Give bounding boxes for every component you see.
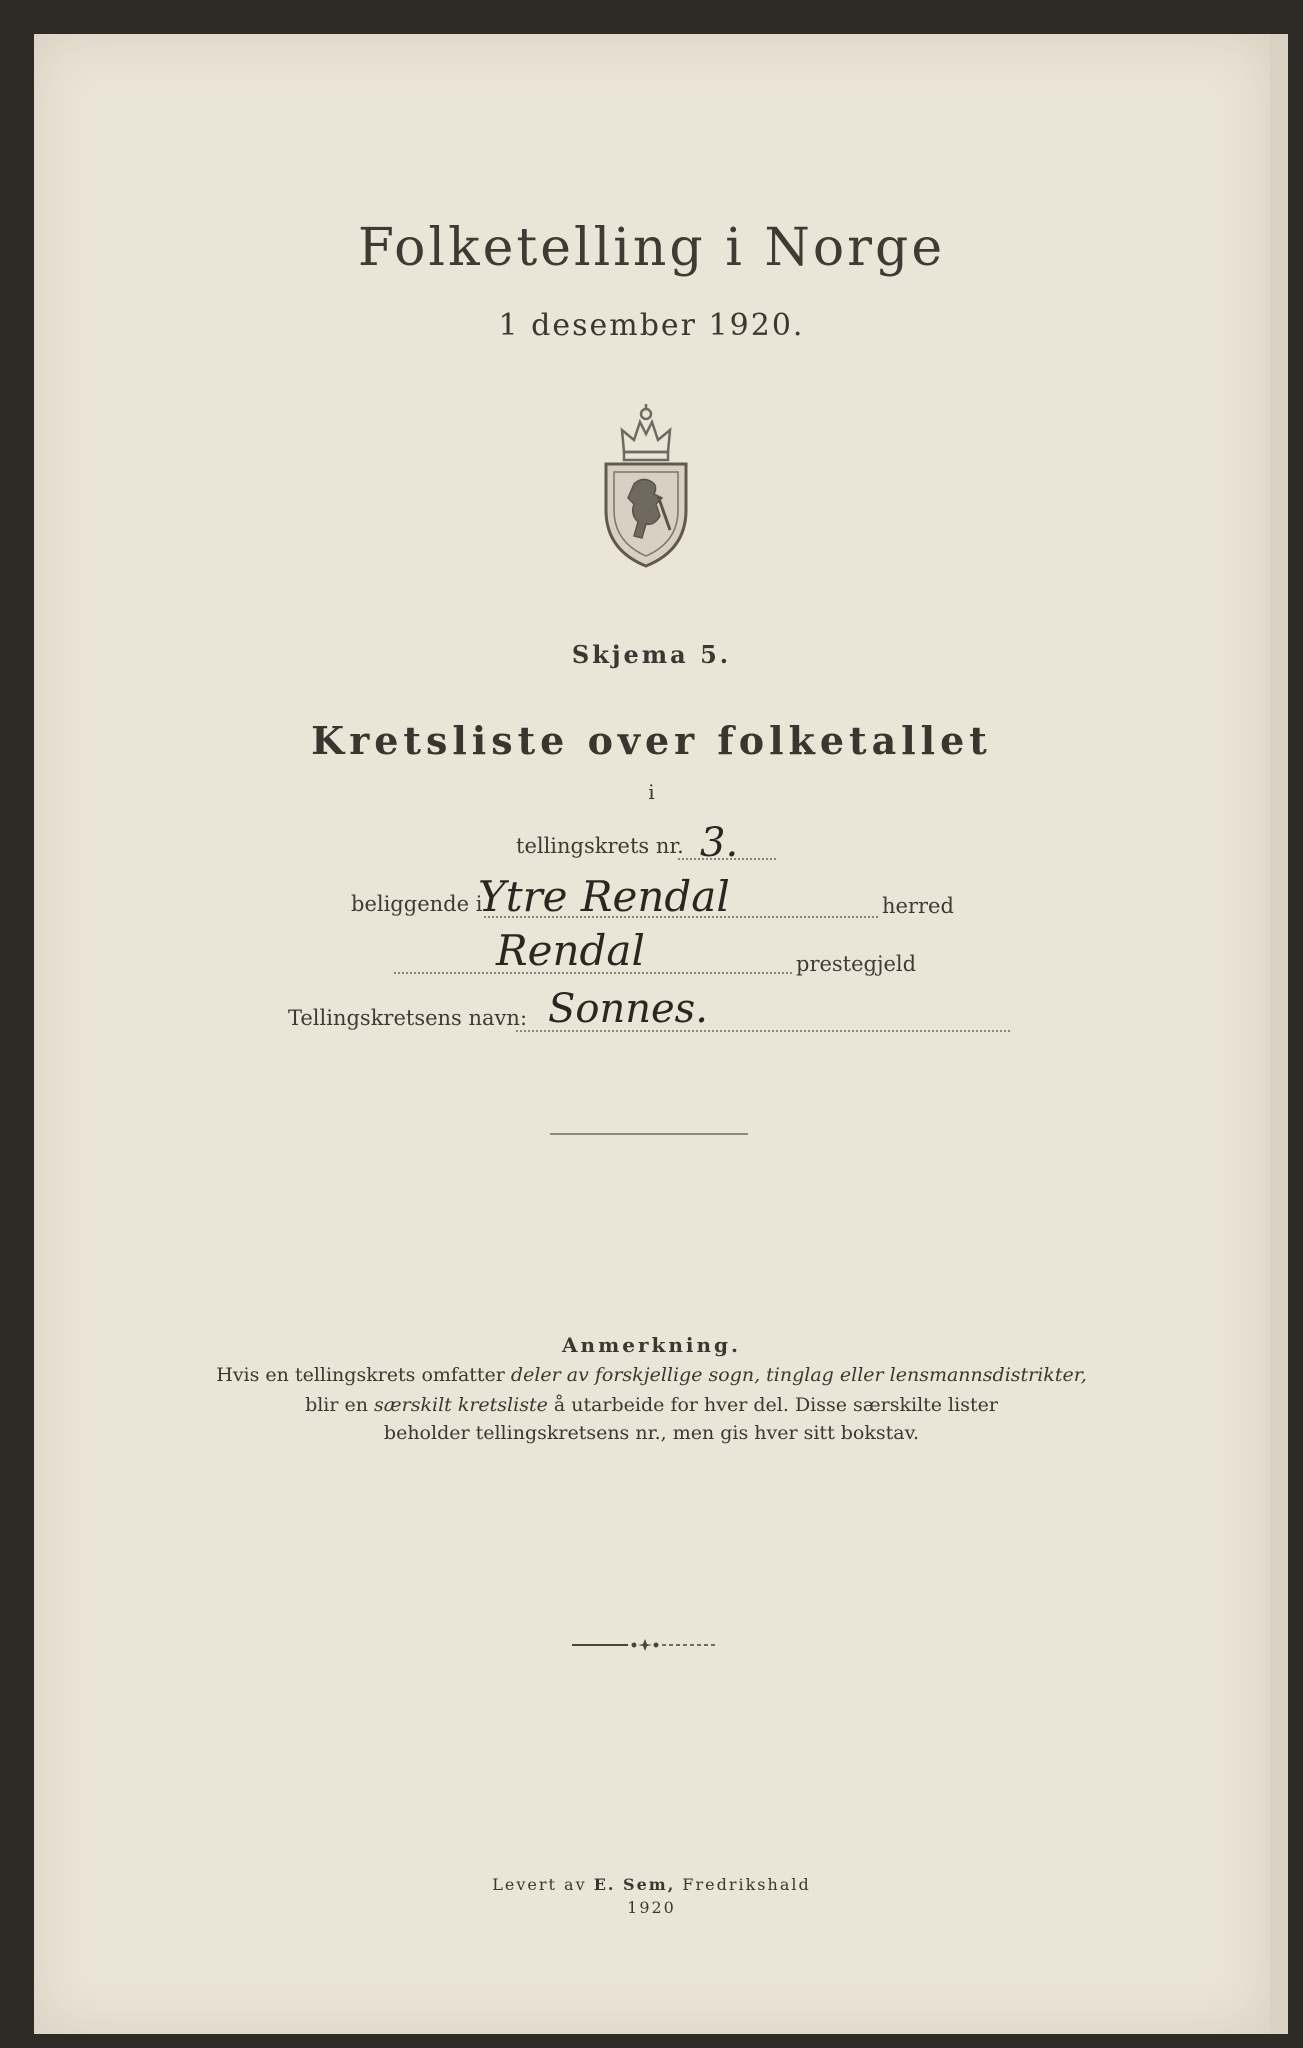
beliggende-label: beliggende i xyxy=(351,892,483,916)
krets-number-handwritten: 3. xyxy=(700,820,739,866)
coat-of-arms-icon xyxy=(596,400,696,570)
form-title: Kretsliste over folketallet xyxy=(311,718,992,763)
remark-line-1 xyxy=(0,1364,1303,1386)
remark-line-1-italic: deler av forskjellige sogn, tinglag eller lensmannsdistrikter, xyxy=(510,1364,1087,1386)
herred-label: herred xyxy=(882,894,954,918)
remark-line-1-text: Hvis en tellingskrets omfatter xyxy=(216,1364,511,1386)
prestegjeld-handwritten: Rendal xyxy=(496,926,645,975)
ornament-divider-icon xyxy=(570,1638,720,1652)
krets-name-label: Tellingskretsens navn: xyxy=(288,1006,528,1030)
prestegjeld-label: prestegjeld xyxy=(796,952,917,976)
krets-name-handwritten: Sonnes. xyxy=(548,986,708,1032)
printer-credit xyxy=(0,1875,1303,1894)
divider-rule xyxy=(550,1133,748,1135)
remark-line-3: beholder tellingskretsens nr., men gis hver sitt bokstav. xyxy=(383,1422,920,1444)
schema-number: Skjema 5. xyxy=(571,640,732,669)
preposition-i: i xyxy=(648,780,655,804)
remark-line-2-text-a: blir en xyxy=(305,1394,375,1416)
census-date: 1 desember 1920. xyxy=(498,308,805,343)
printer-year: 1920 xyxy=(627,1898,676,1917)
remark-line-2-text-c: å utarbeide for hver del. Disse særskilte lister xyxy=(547,1394,998,1416)
remark-title: Anmerkning. xyxy=(562,1333,741,1357)
krets-label: tellingskrets nr. xyxy=(516,834,684,858)
printer-text-a: Levert av xyxy=(492,1875,594,1894)
remark-line-2 xyxy=(0,1394,1303,1416)
herred-handwritten: Ytre Rendal xyxy=(478,872,730,921)
remark-line-2-italic: særskilt kretsliste xyxy=(374,1394,548,1416)
printer-place: Fredrikshald xyxy=(675,1875,811,1894)
page-title: Folketelling i Norge xyxy=(357,218,946,278)
printer-name: E. Sem, xyxy=(593,1875,676,1894)
